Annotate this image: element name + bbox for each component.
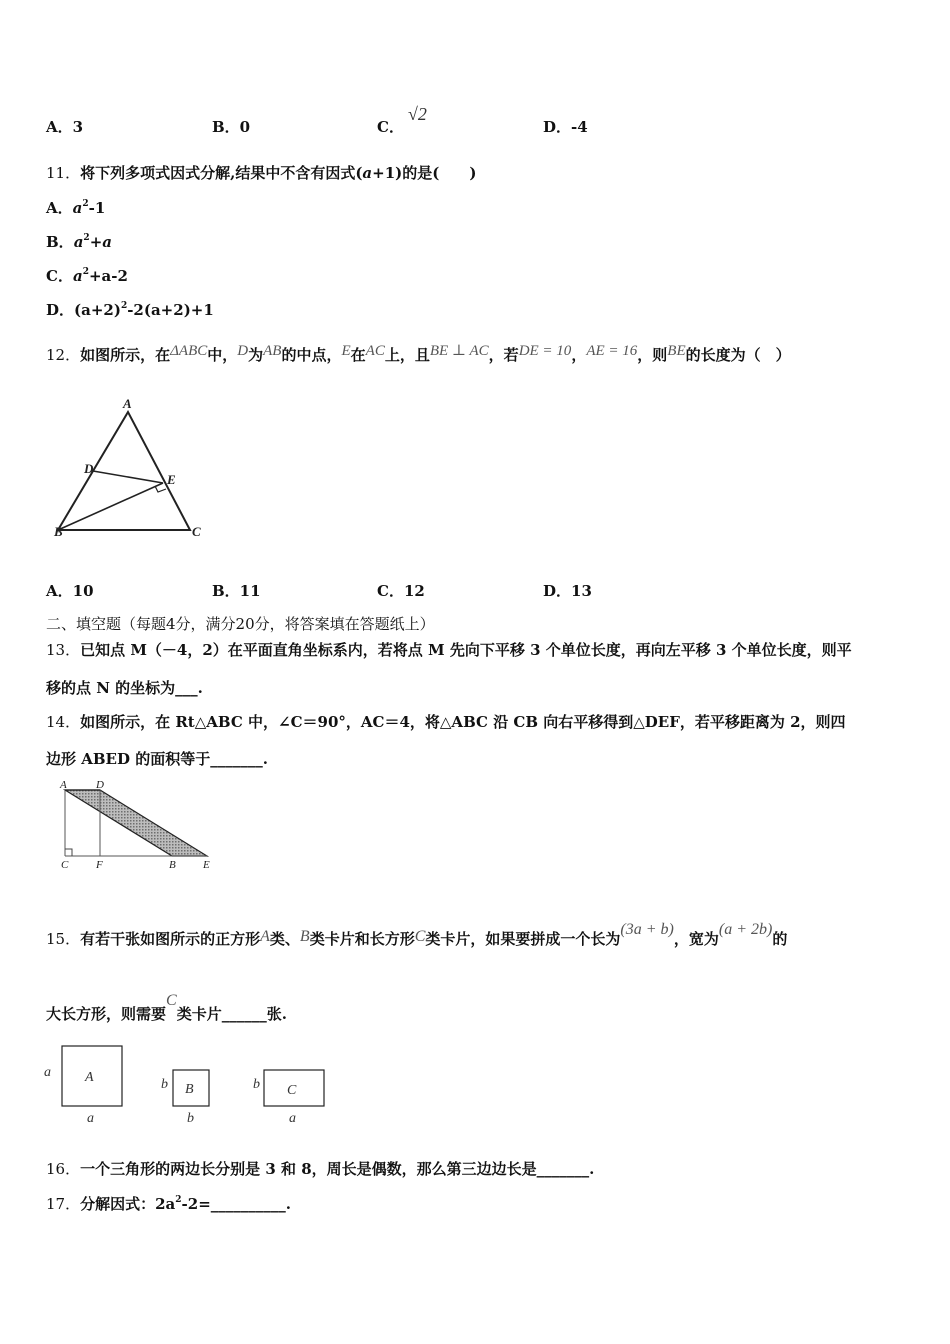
q15-number: 15． xyxy=(46,930,81,948)
q11-b-label: B． xyxy=(46,233,74,251)
q12-t6: 上，且 xyxy=(384,346,430,364)
q11-option-d xyxy=(46,299,214,320)
q10-option-d: D．-4 xyxy=(543,118,588,136)
q15-t5: ，宽为 xyxy=(673,930,719,948)
card-c-side-label: b xyxy=(253,1077,260,1092)
q12-math-triangle: ΔABC xyxy=(170,343,208,359)
q11-c-label: C． xyxy=(46,267,73,285)
q12-segment-de xyxy=(93,471,163,483)
q11-a-rest: -1 xyxy=(88,199,106,217)
q15-math-c: C xyxy=(414,928,426,945)
q15-line2-a: 大长方形，则需要 xyxy=(46,1005,167,1023)
card-b-name: B xyxy=(185,1082,194,1097)
q12-t8: ， xyxy=(571,346,587,364)
q10-option-a: A．3 xyxy=(46,118,84,136)
q15-cards-figure xyxy=(40,1040,340,1125)
q12-math-de: DE = 10 xyxy=(518,343,572,359)
q15-line2-math-c: C xyxy=(166,992,177,1009)
q10-option-b: B．0 xyxy=(212,118,251,136)
q12-t2: 中， xyxy=(207,346,238,364)
q14-text-1: 如图所示，在 Rt△ABC 中，∠C＝90°，AC＝4，将△ABC 沿 CB 向右平移得到△DEF，若平移距离为 2，则四 xyxy=(80,713,846,731)
q12-triangle-abc xyxy=(58,412,190,530)
q14-number: 14． xyxy=(46,713,81,731)
q11-b-expr: a xyxy=(73,233,84,251)
q16-line xyxy=(46,1158,594,1179)
q12-right-angle-mark xyxy=(155,486,166,492)
card-a-side-label: a xyxy=(44,1065,51,1080)
section-2-heading: 二、填空题（每题4分，满分20分，将答案填在答题纸上） xyxy=(46,615,435,633)
q12-option-a: A．10 xyxy=(46,582,94,600)
q15-t3: 类卡片和长方形 xyxy=(309,930,415,948)
q12-math-perp: BE ⊥ AC xyxy=(429,343,489,359)
card-a-name: A xyxy=(85,1070,94,1085)
q13-text-1: 已知点 M（－4，2）在平面直角坐标系内，若将点 M 先向下平移 3 个单位长度，再向左平移 3 个单位长度，则平 xyxy=(80,641,852,659)
q14-line-2: 边形 ABED 的面积等于_______. xyxy=(46,750,268,768)
q12-math-e: E xyxy=(341,343,351,359)
q14-line-1 xyxy=(46,711,846,732)
q12-label-d: D xyxy=(84,461,94,476)
q11-stem xyxy=(46,162,476,183)
q12-label-c: C xyxy=(192,524,201,539)
q12-triangle-figure xyxy=(50,392,220,542)
q12-t4: 的中点， xyxy=(281,346,342,364)
q12-label-e: E xyxy=(167,472,176,487)
q11-option-c xyxy=(46,265,128,286)
q11-option-a xyxy=(46,197,105,218)
q14-shaded-parallelogram xyxy=(65,790,207,856)
q14-right-angle-mark xyxy=(65,849,72,856)
q12-t7: ，若 xyxy=(488,346,519,364)
q15-t1: 有若干张如图所示的正方形 xyxy=(80,930,261,948)
q15-line-2 xyxy=(46,992,287,1024)
card-c-name: C xyxy=(287,1083,297,1098)
card-b-bottom-label: b xyxy=(187,1111,194,1126)
q17-text-1: 分解因式：2a xyxy=(80,1195,176,1213)
q15-math-b: B xyxy=(299,928,310,945)
q12-math-ab: AB xyxy=(263,343,282,359)
q11-option-b xyxy=(46,231,112,252)
q17-sup: 2 xyxy=(175,1195,182,1205)
q13-line-1 xyxy=(46,639,852,660)
q12-t1: 如图所示，在 xyxy=(80,346,171,364)
q12-t10: 的长度为（ ） xyxy=(685,346,791,364)
q12-segment-be xyxy=(58,483,163,530)
q13-number: 13． xyxy=(46,641,81,659)
q11-stem-a: 将下列多项式因式分解,结果中不含有因式( xyxy=(80,164,363,182)
q12-option-c: C．12 xyxy=(377,582,425,600)
q11-d-pre: (a+2) xyxy=(74,301,121,319)
q12-stem xyxy=(46,344,791,365)
q12-option-d: D．13 xyxy=(543,582,592,600)
q12-t3: 为 xyxy=(248,346,264,364)
q14-figure xyxy=(55,778,230,878)
q11-stem-var: a xyxy=(362,164,373,182)
q11-b-sup: 2 xyxy=(83,233,90,243)
q11-d-label: D． xyxy=(46,301,75,319)
q17-number: 17． xyxy=(46,1195,81,1213)
q11-c-rest: +a-2 xyxy=(88,267,128,285)
q15-t6: 的 xyxy=(772,930,788,948)
card-b-side-label: b xyxy=(161,1077,168,1092)
q10-option-c xyxy=(377,104,427,137)
q15-math-length: (3a + b) xyxy=(620,921,674,938)
q13-line-2: 移的点 N 的坐标为___. xyxy=(46,679,203,697)
q11-d-sup: 2 xyxy=(120,301,128,311)
q11-c-expr: a xyxy=(72,267,83,285)
q11-a-label: A． xyxy=(46,199,73,217)
q16-text: 一个三角形的两边长分别是 3 和 8，周长是偶数，那么第三边边长是_______. xyxy=(80,1160,595,1178)
q12-math-ac: AC xyxy=(365,343,385,359)
q14-label-b: B xyxy=(169,859,176,871)
q12-label-a: A xyxy=(123,396,132,411)
q12-math-ae: AE = 16 xyxy=(586,343,638,359)
q12-math-d: D xyxy=(237,343,249,359)
card-a-bottom-label: a xyxy=(87,1111,94,1126)
q15-math-width: (a + 2b) xyxy=(718,921,773,938)
q11-c-sup: 2 xyxy=(82,267,89,277)
q11-b-rest: +a xyxy=(89,233,112,251)
q12-number: 12． xyxy=(46,346,81,364)
q17-line xyxy=(46,1193,291,1214)
q10-option-c-label: C． xyxy=(377,118,404,136)
q12-option-b: B．11 xyxy=(212,582,261,600)
q12-label-b: B xyxy=(54,524,63,539)
q11-stem-b: +1)的是( ) xyxy=(372,164,477,182)
q11-a-expr: a xyxy=(72,199,83,217)
q12-t5: 在 xyxy=(350,346,366,364)
q14-label-f: F xyxy=(96,859,103,871)
sqrt2-formula: √2 xyxy=(407,104,427,124)
q15-t2: 类、 xyxy=(269,930,300,948)
q12-math-be: BE xyxy=(667,343,686,359)
q11-d-rest: -2(a+2)+1 xyxy=(127,301,214,319)
q14-label-a: A xyxy=(60,779,67,791)
q14-label-c: C xyxy=(61,859,69,871)
q15-line2-b: 类卡片______张. xyxy=(176,1005,287,1023)
q16-number: 16． xyxy=(46,1160,81,1178)
q11-a-sup: 2 xyxy=(82,199,89,209)
q14-label-e: E xyxy=(203,859,210,871)
q11-number: 11． xyxy=(46,164,81,182)
q17-text-2: -2=__________. xyxy=(181,1195,291,1213)
q15-t4: 类卡片，如果要拼成一个长为 xyxy=(425,930,621,948)
q14-label-d: D xyxy=(96,779,104,791)
q12-t9: ，则 xyxy=(637,346,668,364)
card-c-bottom-label: a xyxy=(289,1111,296,1126)
q15-math-a: A xyxy=(260,928,270,945)
q15-line-1 xyxy=(46,921,788,949)
